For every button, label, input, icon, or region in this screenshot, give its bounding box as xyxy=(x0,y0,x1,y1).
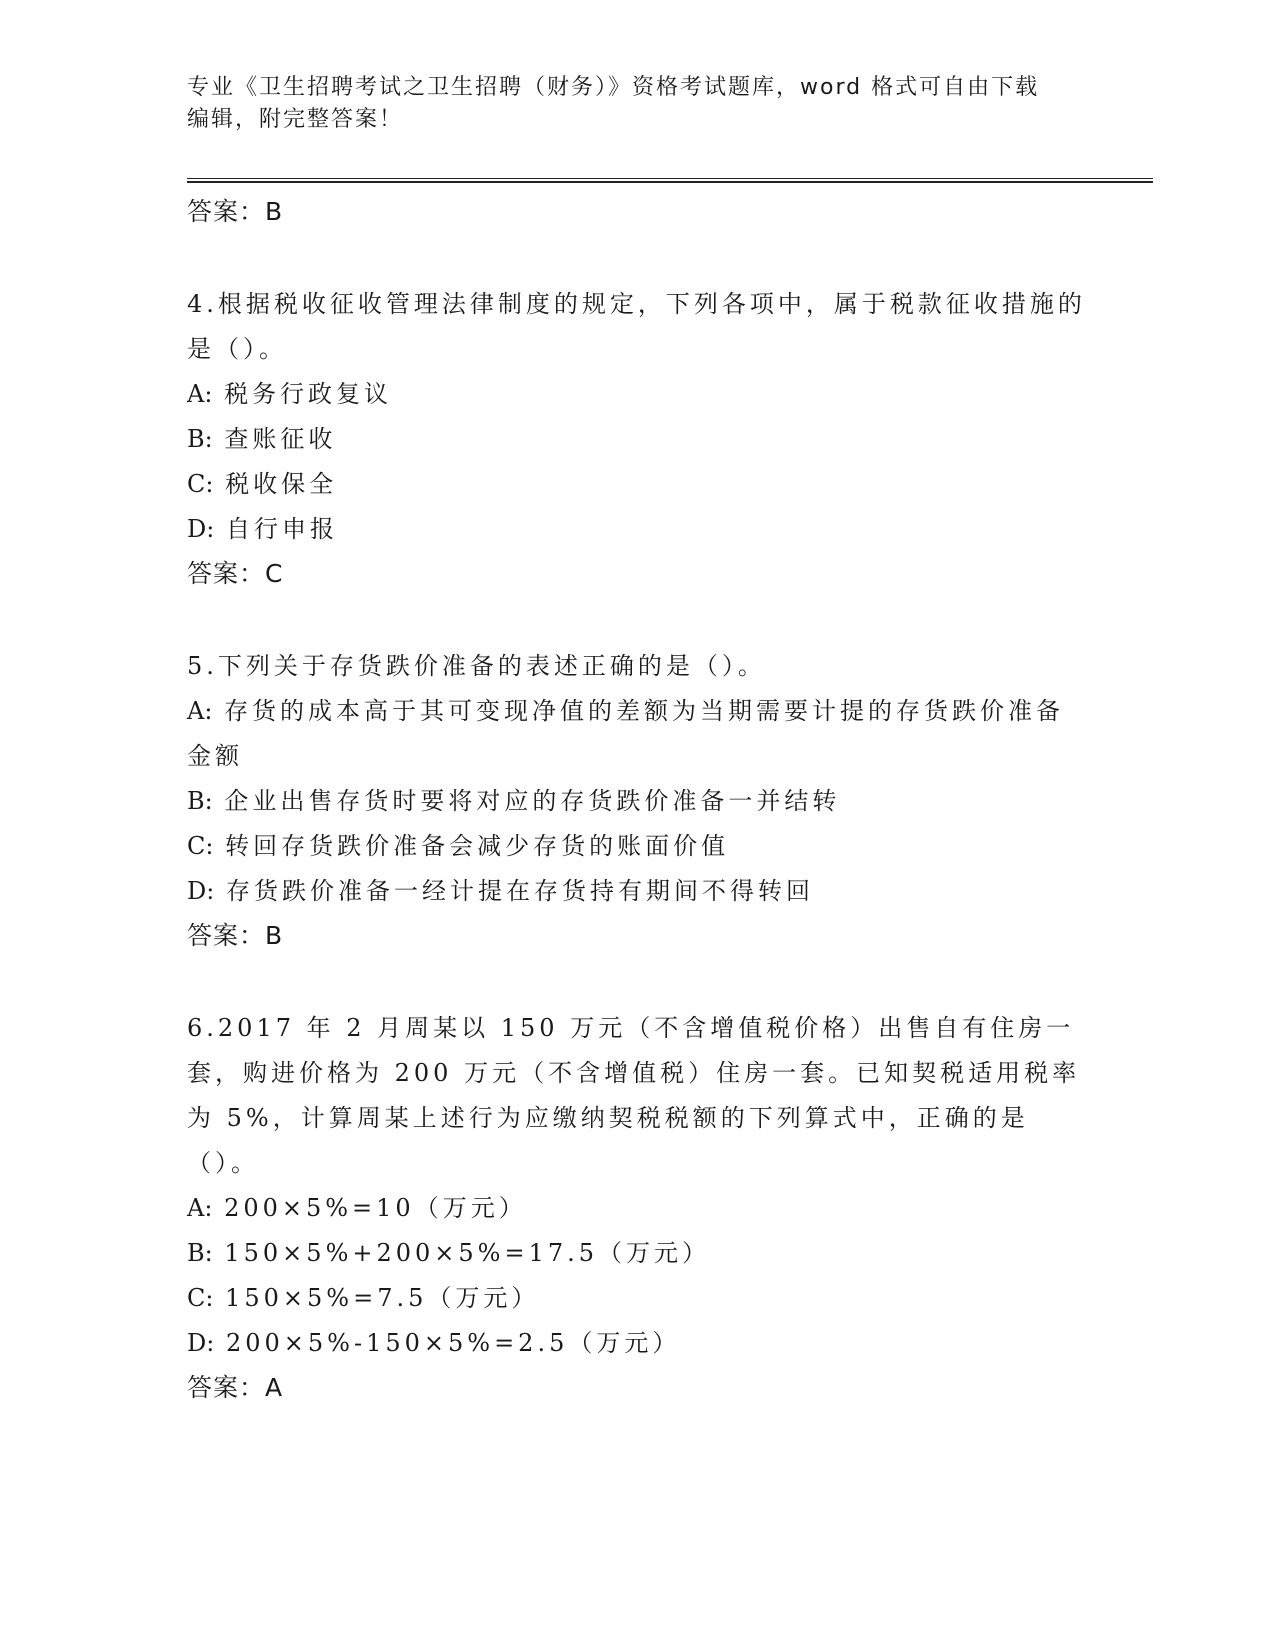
question-text: 5.下列关于存货跌价准备的表述正确的是（）。 xyxy=(187,652,766,680)
option-text: 查账征收 xyxy=(224,425,337,453)
option-d xyxy=(187,1321,1087,1366)
header-line-2: 编辑，附完整答案！ xyxy=(187,107,404,132)
option-text: 自行申报 xyxy=(225,515,338,543)
option-b xyxy=(187,1231,1087,1276)
option-letter: A: xyxy=(187,1194,213,1222)
option-a xyxy=(187,372,1087,417)
answer-line: 答案：A xyxy=(187,1373,284,1402)
header-rule-thick xyxy=(187,181,1153,183)
question-block-5 xyxy=(187,644,1087,958)
option-text: 企业出售存货时要将对应的存货跌价准备一并结转 xyxy=(224,787,841,815)
option-letter: B: xyxy=(187,787,213,815)
option-text: 200×5%-150×5%=2.5（万元） xyxy=(225,1329,681,1357)
option-text: 转回存货跌价准备会减少存货的账面价值 xyxy=(225,832,730,860)
option-letter: C: xyxy=(187,832,214,860)
option-letter: A: xyxy=(187,697,213,725)
question-text: 6.2017 年 2 月周某以 150 万元（不含增值税价格）出售自有住房一套，购进价格为 200 万元（不含增值税）住房一套。已知契税适用税率为 5%，计算周某上述行为应缴纳契税税额的下列算式中，正确的是（）。 xyxy=(187,1014,1081,1177)
answer-line: 答案：B xyxy=(187,921,284,950)
option-c xyxy=(187,824,1087,869)
question-block-6 xyxy=(187,1006,1087,1410)
option-text: 税务行政复议 xyxy=(224,380,393,408)
option-c xyxy=(187,462,1087,507)
question-block-4 xyxy=(187,282,1087,596)
option-text: 存货跌价准备一经计提在存货持有期间不得转回 xyxy=(225,877,814,905)
option-text: 200×5%=10（万元） xyxy=(224,1194,527,1222)
header-rule-thin xyxy=(187,178,1153,179)
option-c xyxy=(187,1276,1087,1321)
option-b xyxy=(187,779,1087,824)
option-d xyxy=(187,507,1087,552)
option-letter: A: xyxy=(187,380,213,408)
option-letter: D: xyxy=(187,515,215,543)
header-line-1: 专业《卫生招聘考试之卫生招聘（财务）》资格考试题库，word 格式可自由下载 xyxy=(187,75,1040,100)
option-letter: C: xyxy=(187,1284,214,1312)
option-a xyxy=(187,689,1087,779)
option-letter: C: xyxy=(187,470,214,498)
document-header xyxy=(187,72,1067,136)
question-text: 4.根据税收征收管理法律制度的规定，下列各项中，属于税款征收措施的是（）。 xyxy=(187,290,1086,363)
answer-line: 答案：B xyxy=(187,197,284,226)
option-letter: B: xyxy=(187,425,213,453)
option-letter: D: xyxy=(187,1329,215,1357)
option-b xyxy=(187,417,1087,462)
option-d xyxy=(187,869,1087,914)
question-list xyxy=(187,190,1087,1410)
option-text: 存货的成本高于其可变现净值的差额为当期需要计提的存货跌价准备金额 xyxy=(187,697,1065,770)
option-text: 150×5%=7.5（万元） xyxy=(225,1284,540,1312)
option-a xyxy=(187,1186,1087,1231)
option-letter: D: xyxy=(187,877,215,905)
answer-line: 答案：C xyxy=(187,559,284,588)
option-text: 150×5%+200×5%=17.5（万元） xyxy=(224,1239,711,1267)
option-letter: B: xyxy=(187,1239,213,1267)
option-text: 税收保全 xyxy=(225,470,338,498)
